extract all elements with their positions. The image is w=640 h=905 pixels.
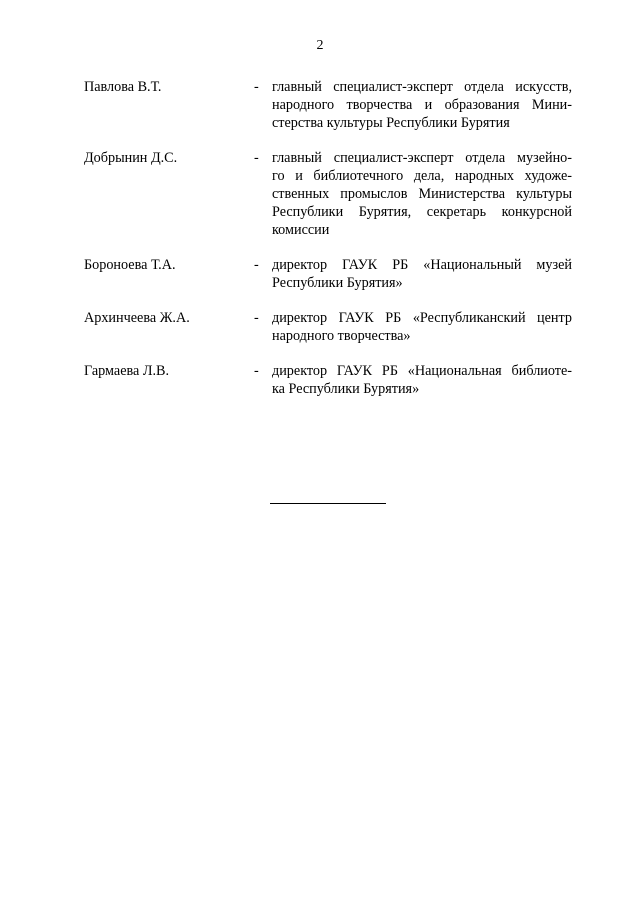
role-line: ственных промыслов Министерства культуры (272, 186, 572, 202)
role-line: директор ГАУК РБ «Национальный музей (272, 257, 572, 273)
role-line: директор ГАУК РБ «Национальная библиоте- (272, 363, 572, 379)
role-line: народного творчества» (272, 328, 411, 344)
list-item (84, 362, 572, 398)
role-line: народного творчества и образования Мини- (272, 97, 572, 113)
list-item (84, 256, 572, 292)
member-name: Павлова В.Т. (84, 79, 162, 95)
role-line: комиссии (272, 222, 330, 238)
member-name: Бороноева Т.А. (84, 257, 176, 273)
member-role (272, 78, 572, 132)
role-line: главный специалист-эксперт отдела музейно- (272, 150, 572, 166)
member-dash: - (254, 150, 259, 166)
member-name: Гармаева Л.В. (84, 363, 170, 379)
member-role (272, 309, 572, 345)
member-name: Архинчеева Ж.А. (84, 310, 190, 326)
role-line: го и библиотечного дела, народных художе- (272, 168, 572, 184)
member-role (272, 149, 572, 239)
member-role (272, 256, 572, 292)
role-line: стерства культуры Республики Бурятия (272, 115, 510, 131)
list-item (84, 149, 572, 239)
member-role (272, 362, 572, 398)
list-item (84, 78, 572, 132)
member-dash: - (254, 310, 259, 326)
members-list (84, 78, 572, 415)
end-divider (270, 503, 386, 504)
list-item (84, 309, 572, 345)
member-name: Добрынин Д.С. (84, 150, 178, 166)
role-line: Республики Бурятия, секретарь конкурсной (272, 204, 572, 220)
role-line: главный специалист-эксперт отдела искусств, (272, 79, 572, 95)
member-dash: - (254, 79, 259, 95)
role-line: ка Республики Бурятия» (272, 381, 420, 397)
role-line: директор ГАУК РБ «Республиканский центр (272, 310, 572, 326)
member-dash: - (254, 363, 259, 379)
page-number: 2 (316, 38, 324, 53)
role-line: Республики Бурятия» (272, 275, 403, 291)
member-dash: - (254, 257, 259, 273)
